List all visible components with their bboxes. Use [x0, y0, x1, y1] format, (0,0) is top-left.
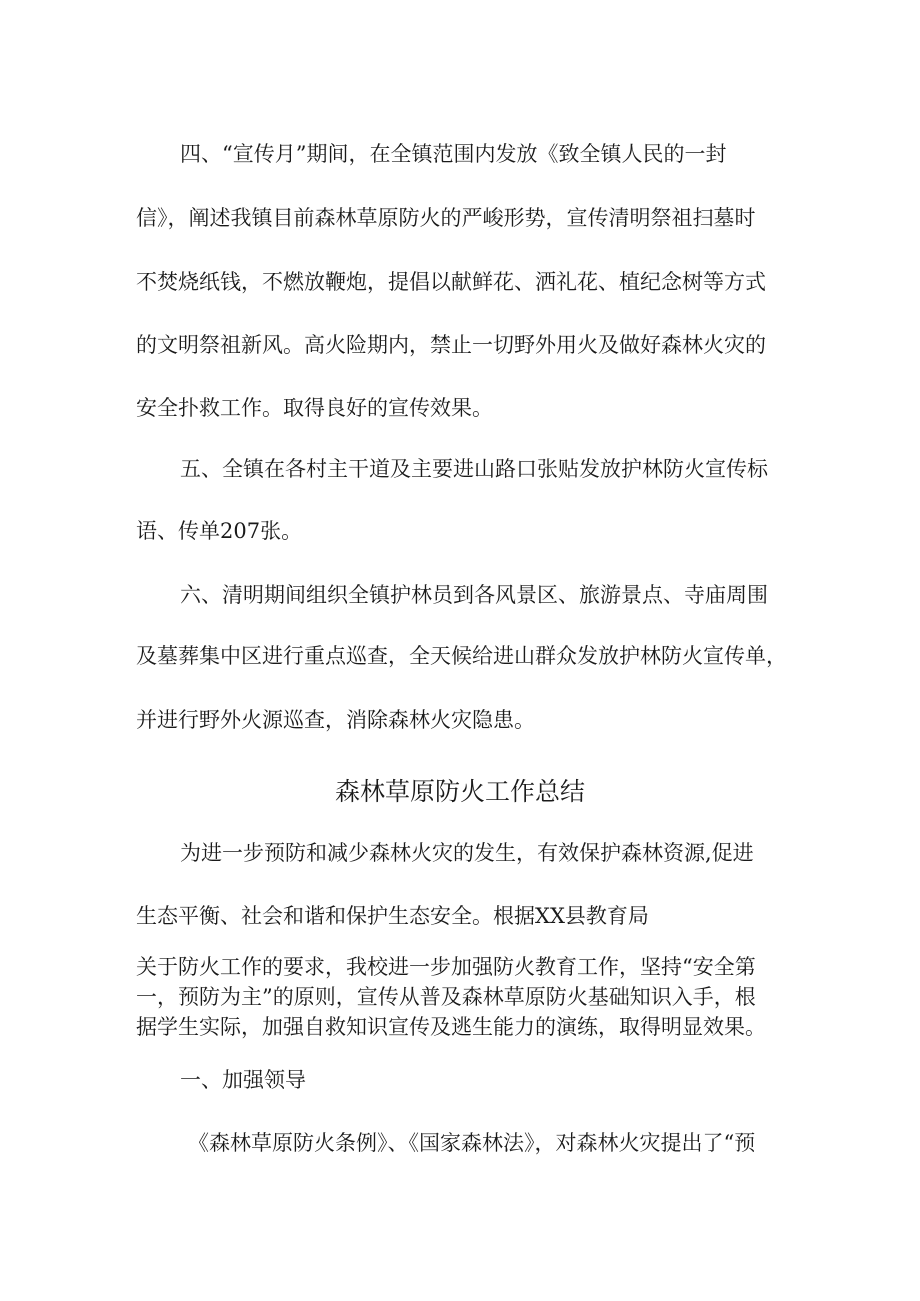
section-six-line-1: 六、清明期间组织全镇护林员到各风景区、旅游景点、寺庙周围 — [180, 583, 768, 607]
regulations-paragraph-line-1: 《森林草原防火条例》、《国家森林法》，对森林火灾提出了“预 — [188, 1131, 756, 1155]
section-five-line-2: 语、传单207张。 — [136, 519, 303, 543]
section-six-line-3: 并进行野外火源巡查，消除森林火灾隐患。 — [136, 708, 535, 732]
section-five-line-1: 五、全镇在各村主干道及主要进山路口张贴发放护林防火宣传标 — [180, 457, 768, 481]
section-four-line-5: 安全扑救工作。取得良好的宣传效果。 — [136, 396, 493, 420]
intro-line-5: 据学生实际，加强自救知识宣传及逃生能力的演练，取得明显效果。 — [136, 1015, 766, 1039]
section-four-line-1: 四、“宣传月”期间，在全镇范围内发放《致全镇人民的一封 — [180, 142, 727, 166]
section-four-line-3: 不焚烧纸钱，不燃放鞭炮，提倡以献鲜花、洒礼花、植纪念树等方式 — [136, 270, 766, 294]
intro-line-4: 一，预防为主”的原则，宣传从普及森林草原防火基础知识入手，根 — [136, 985, 756, 1009]
intro-line-3: 关于防火工作的要求，我校进一步加强防火教育工作，坚持“安全第 — [136, 955, 756, 979]
document-title: 森林草原防火工作总结 — [334, 777, 585, 806]
section-four-line-4: 的文明祭祖新风。高火险期内，禁止一切野外用火及做好森林火灾的 — [136, 333, 766, 357]
section-four-line-2: 信》，阐述我镇目前森林草原防火的严峻形势，宣传清明祭祖扫墓时 — [136, 206, 756, 230]
section-six-line-2: 及墓葬集中区进行重点巡查，全天候给进山群众发放护林防火宣传单， — [136, 644, 787, 668]
intro-line-1: 为进一步预防和减少森林火灾的发生，有效保护森林资源,促进 — [180, 841, 754, 865]
heading-strengthen-leadership: 一、加强领导 — [180, 1068, 306, 1092]
intro-line-2: 生态平衡、社会和谐和保护生态安全。根据XX县教育局 — [136, 904, 649, 928]
